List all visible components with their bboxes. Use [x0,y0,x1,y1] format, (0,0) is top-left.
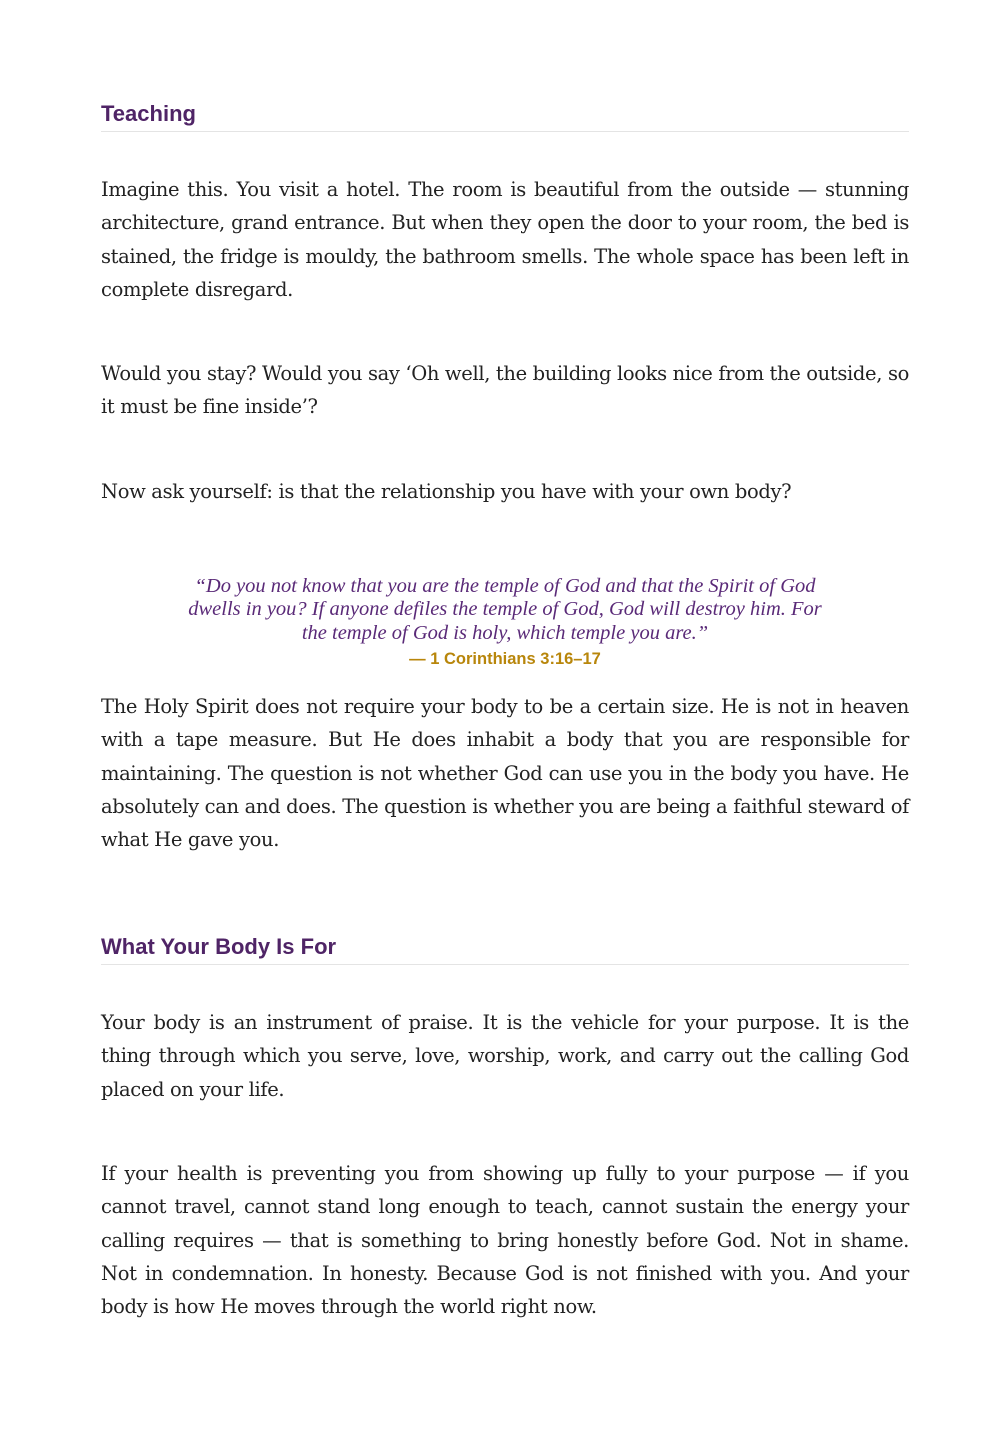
quote-text: “Do you not know that you are the temple of God and that the Spirit of God dwells in you? If anyone defiles the temple of God, God will destroy him. For the temple of God is holy, which temple you are.” [188,575,822,644]
paragraph-hotel: Imagine this. You visit a hotel. The room is beautiful from the outside — stunning architecture, grand entrance. But when they open the door to your room, the bed is stained, the fridge is mouldy, the bathroom smells. The whole space has been left in complete disregard. [101,178,909,301]
quote-reference: — 1 Corinthians 3:16–17 [409,649,601,668]
paragraph-instrument-of-praise: Your body is an instrument of praise. It is the vehicle for your purpose. It is the thing through which you serve, love, worship, work, and carry out the calling God placed on your life. [101,1011,909,1101]
paragraph-ask-yourself: Now ask yourself: is that the relationship you have with your own body? [101,480,792,503]
paragraph-would-you-stay: Would you stay? Would you say ‘Oh well, the building looks nice from the outside, so it must be fine inside’? [101,362,909,419]
paragraph-health-purpose: If your health is preventing you from showing up fully to your purpose — if you cannot travel, cannot stand long enough to teach, cannot sustain the energy your calling requires — that is something to bring honestly before God. Not in shame. Not in condemnation. In honesty. Because God is not finished with you. And your body is how He moves through the world right now. [101,1162,909,1319]
section-heading-teaching: Teaching [101,100,909,132]
paragraph-holy-spirit: The Holy Spirit does not require your body to be a certain size. He is not in heaven with a tape measure. But He does inhabit a body that you are responsible for maintaining. The question is not whether God can use you in the body you have. He absolutely can and does. The question is whether you are being a faithful steward of what He gave you. [101,695,909,852]
scripture-quote [101,575,909,669]
section-heading-body-purpose: What Your Body Is For [101,933,909,965]
